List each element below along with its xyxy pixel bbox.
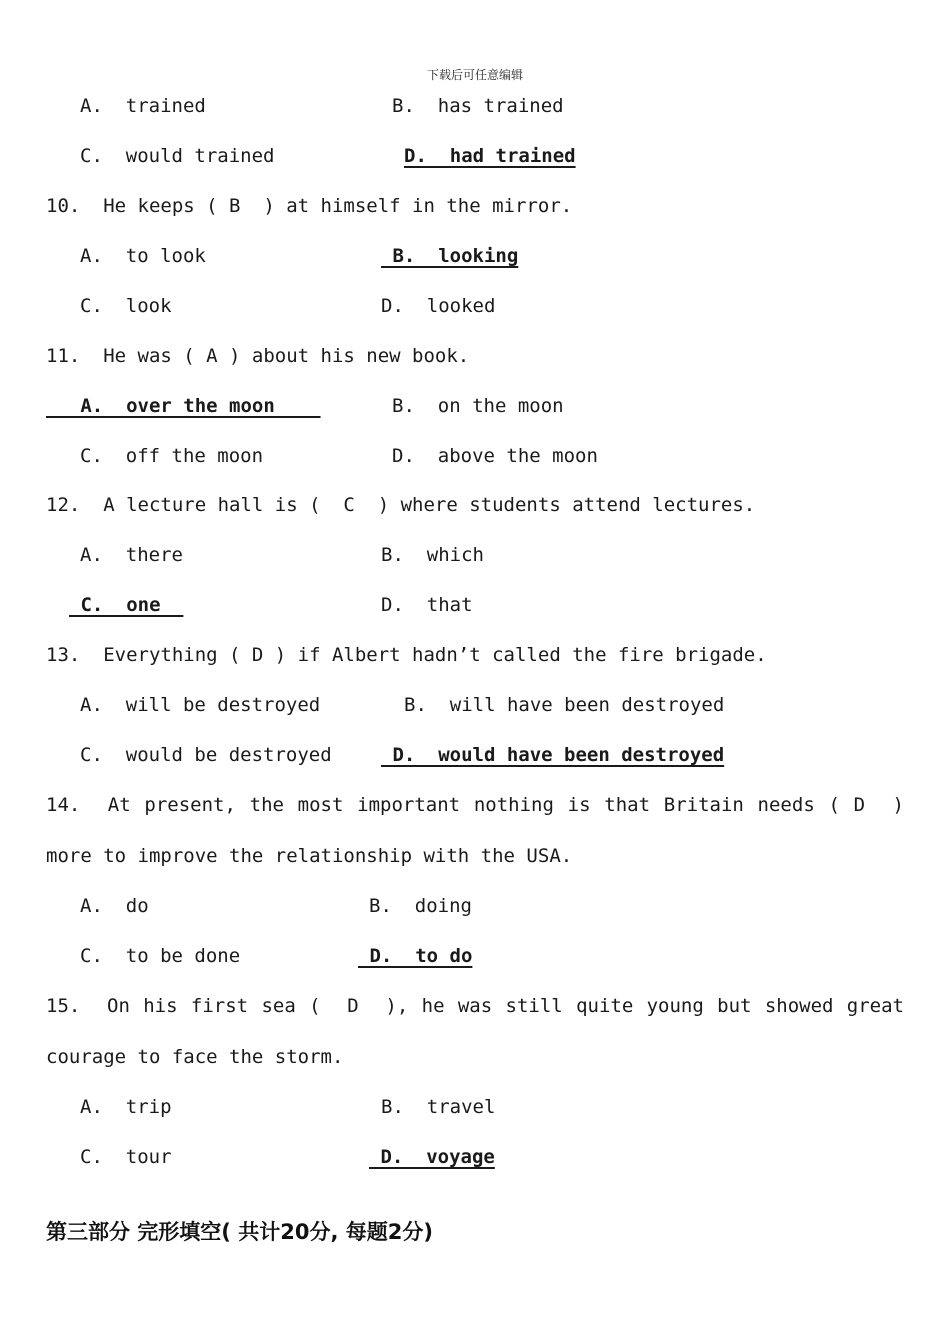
page-header: 下载后可任意编辑	[426, 68, 523, 82]
q14-option-c: C. to be done	[80, 945, 241, 967]
q14-option-b: B. doing	[369, 895, 472, 917]
q12-stem: 12. A lecture hall is ( C ) where students attend lectures.	[46, 494, 756, 516]
q12-option-a: A. there	[80, 544, 183, 566]
q15-stem-line2: courage to face the storm.	[46, 1046, 344, 1068]
q15-option-b: B. travel	[381, 1096, 496, 1118]
q13-option-d-answer: D. would have been destroyed	[381, 744, 725, 766]
q14-stem-line2: more to improve the relationship with the USA.	[46, 845, 573, 867]
q11-option-a-answer: A. over the moon	[46, 395, 321, 417]
q10-option-b-answer: B. looking	[381, 245, 519, 267]
q11-stem: 11. He was ( A ) about his new book.	[46, 345, 470, 367]
q9-option-b: B. has trained	[392, 95, 564, 117]
q11-option-c: C. off the moon	[80, 445, 264, 467]
q11-option-b: B. on the moon	[392, 395, 564, 417]
q13-option-b: B. will have been destroyed	[404, 694, 725, 716]
q12-option-d: D. that	[381, 594, 473, 616]
q12-option-c-answer: C. one	[69, 594, 184, 616]
q14-stem-line1: 14. At present, the most important nothing is that Britain needs ( D )	[46, 794, 904, 816]
q14-option-a: A. do	[80, 895, 149, 917]
section-heading: 第三部分 完形填空( 共计20分, 每题2分)	[46, 1220, 433, 1244]
q15-option-c: C. tour	[80, 1146, 172, 1168]
q15-option-d-answer: D. voyage	[369, 1146, 495, 1168]
q10-option-a: A. to look	[80, 245, 206, 267]
q15-option-a: A. trip	[80, 1096, 172, 1118]
q10-option-d: D. looked	[381, 295, 496, 317]
q11-option-d: D. above the moon	[392, 445, 598, 467]
q13-option-c: C. would be destroyed	[80, 744, 332, 766]
q10-stem: 10. He keeps ( B ) at himself in the mirror.	[46, 195, 573, 217]
q10-option-c: C. look	[80, 295, 172, 317]
q9-option-c: C. would trained	[80, 145, 275, 167]
q13-option-a: A. will be destroyed	[80, 694, 321, 716]
q9-option-d-answer: D. had trained	[404, 145, 576, 167]
q13-stem: 13. Everything ( D ) if Albert hadn’t called the fire brigade.	[46, 644, 767, 666]
q9-option-a: A. trained	[80, 95, 206, 117]
q15-stem-line1: 15. On his first sea ( D ), he was still quite young but showed great	[46, 995, 904, 1017]
q14-option-d-answer: D. to do	[358, 945, 473, 967]
q12-option-b: B. which	[381, 544, 484, 566]
